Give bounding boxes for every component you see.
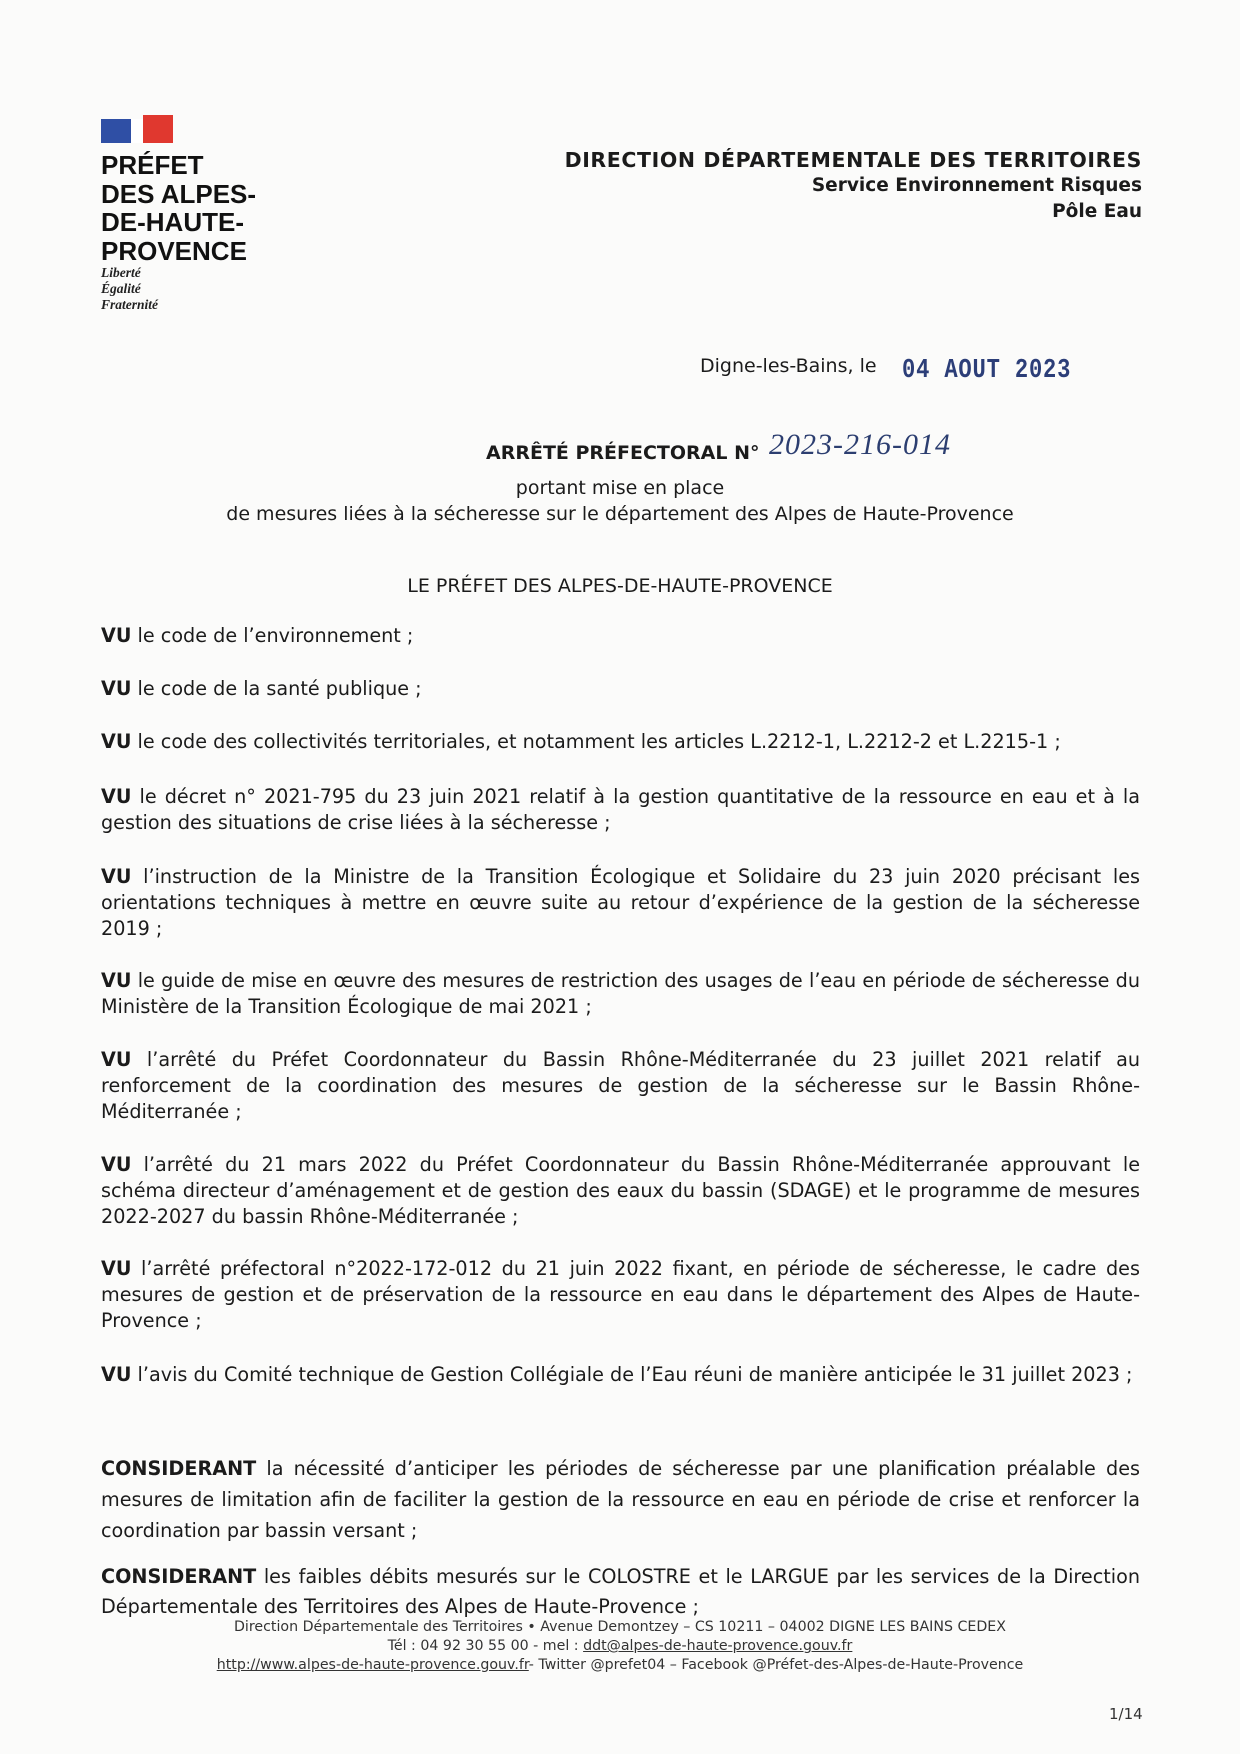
footer-social-handles: - Twitter @prefet04 – Facebook @Préfet-des-Alpes-de-Haute-Provence bbox=[528, 1657, 1024, 1673]
prefet-heading: LE PRÉFET DES ALPES-DE-HAUTE-PROVENCE bbox=[407, 575, 833, 597]
marianne-flag-icon bbox=[101, 115, 173, 143]
visa-paragraph: VU l’avis du Comité technique de Gestion Collégiale de l’Eau réuni de manière anticipée le 31 juillet 2023 ; bbox=[101, 1363, 1133, 1386]
visa-paragraph: VU l’arrêté du Préfet Coordonnateur du Bassin Rhône-Méditerranée du 23 juillet 2021 relatif au renforcement de la coordination des mesures de gestion de la sécheresse sur le Bassin Rhône-Méditerranée ; bbox=[101, 1048, 1140, 1123]
date-place: Digne-les-Bains, le bbox=[700, 355, 877, 377]
issuing-service bbox=[565, 147, 1142, 225]
visa-paragraph: VU le code des collectivités territoriales, et notamment les articles L.2212-1, L.2212-2 et L.2215-1 ; bbox=[101, 730, 1061, 753]
footer-website-link[interactable]: http://www.alpes-de-haute-provence.gouv.fr bbox=[216, 1657, 529, 1673]
motto-line: Égalité bbox=[101, 281, 141, 296]
prefet-name bbox=[101, 151, 301, 265]
visa-paragraph: VU le décret n° 2021-795 du 23 juin 2021 relatif à la gestion quantitative de la ressource en eau et à la gestion des situations de crise liées à la sécheresse ; bbox=[101, 785, 1140, 834]
arrete-subtitle-1: portant mise en place bbox=[515, 477, 725, 499]
prefet-line: PROVENCE bbox=[101, 235, 247, 266]
visa-paragraph: VU l’instruction de la Ministre de la Transition Écologique et Solidaire du 23 juin 2020 précisant les orientations techniques à mettre en œuvre suite au retour d’expérience de la gestion de la sécheresse 2019 ; bbox=[101, 865, 1140, 940]
footer-contact bbox=[0, 1637, 1240, 1656]
arrete-number: 2023-216-014 bbox=[769, 428, 951, 461]
visa-paragraph: VU le code de la santé publique ; bbox=[101, 677, 422, 700]
footer-address: Direction Départementale des Territoires • Avenue Demontzey – CS 10211 – 04002 DIGNE LES BAINS CEDEX bbox=[234, 1619, 1006, 1635]
republic-motto bbox=[101, 265, 158, 313]
arrete-subtitle-2: de mesures liées à la sécheresse sur le département des Alpes de Haute-Provence bbox=[226, 503, 1014, 525]
prefet-line: PRÉFET bbox=[101, 150, 204, 180]
motto-line: Liberté bbox=[101, 265, 141, 280]
service-name: Service Environnement Risques bbox=[811, 175, 1142, 196]
footer-phone: Tél : 04 92 30 55 00 - mel : bbox=[387, 1638, 584, 1654]
visa-paragraph: VU le code de l’environnement ; bbox=[101, 624, 414, 647]
date-stamp: 04 AOUT 2023 bbox=[902, 356, 1072, 386]
direction-title: DIRECTION DÉPARTEMENTALE DES TERRITOIRES bbox=[564, 148, 1142, 172]
visa-paragraph: VU le guide de mise en œuvre des mesures de restriction des usages de l’eau en période de sécheresse du Ministère de la Transition Écologique de mai 2021 ; bbox=[101, 969, 1140, 1018]
prefet-line: DES ALPES- bbox=[101, 178, 257, 209]
footer-social bbox=[0, 1656, 1240, 1675]
motto-line: Fraternité bbox=[101, 297, 159, 312]
considerant-paragraph: CONSIDERANT les faibles débits mesurés sur le COLOSTRE et le LARGUE par les services de la Direction Départementale des Territoires des Alpes de Haute-Provence ; bbox=[101, 1565, 1140, 1618]
page-number: 1/14 bbox=[1109, 1705, 1143, 1723]
prefet-line: DE-HAUTE- bbox=[101, 207, 244, 237]
pole-name: Pôle Eau bbox=[1052, 201, 1142, 222]
arrete-label: ARRÊTÉ PRÉFECTORAL N° bbox=[486, 442, 760, 464]
footer-email-link[interactable]: ddt@alpes-de-haute-provence.gouv.fr bbox=[583, 1638, 853, 1654]
visa-paragraph: VU l’arrêté préfectoral n°2022-172-012 du 21 juin 2022 fixant, en période de sécheresse, le cadre des mesures de gestion et de préservation de la ressource en eau dans le département des Alpes de Haute-Provence ; bbox=[101, 1257, 1140, 1332]
arrete-title bbox=[486, 428, 951, 464]
considerant-paragraph: CONSIDERANT la nécessité d’anticiper les périodes de sécheresse par une planification préalable des mesures de limitation afin de faciliter la gestion de la ressource en eau en période de crise et renforcer la coordination par bassin versant ; bbox=[101, 1457, 1140, 1542]
visa-paragraph: VU l’arrêté du 21 mars 2022 du Préfet Coordonnateur du Bassin Rhône-Méditerranée approuvant le schéma directeur d’aménagement et de gestion des eaux du bassin (SDAGE) et le programme de mesures 2022-2027 du bassin Rhône-Méditerranée ; bbox=[101, 1153, 1140, 1228]
